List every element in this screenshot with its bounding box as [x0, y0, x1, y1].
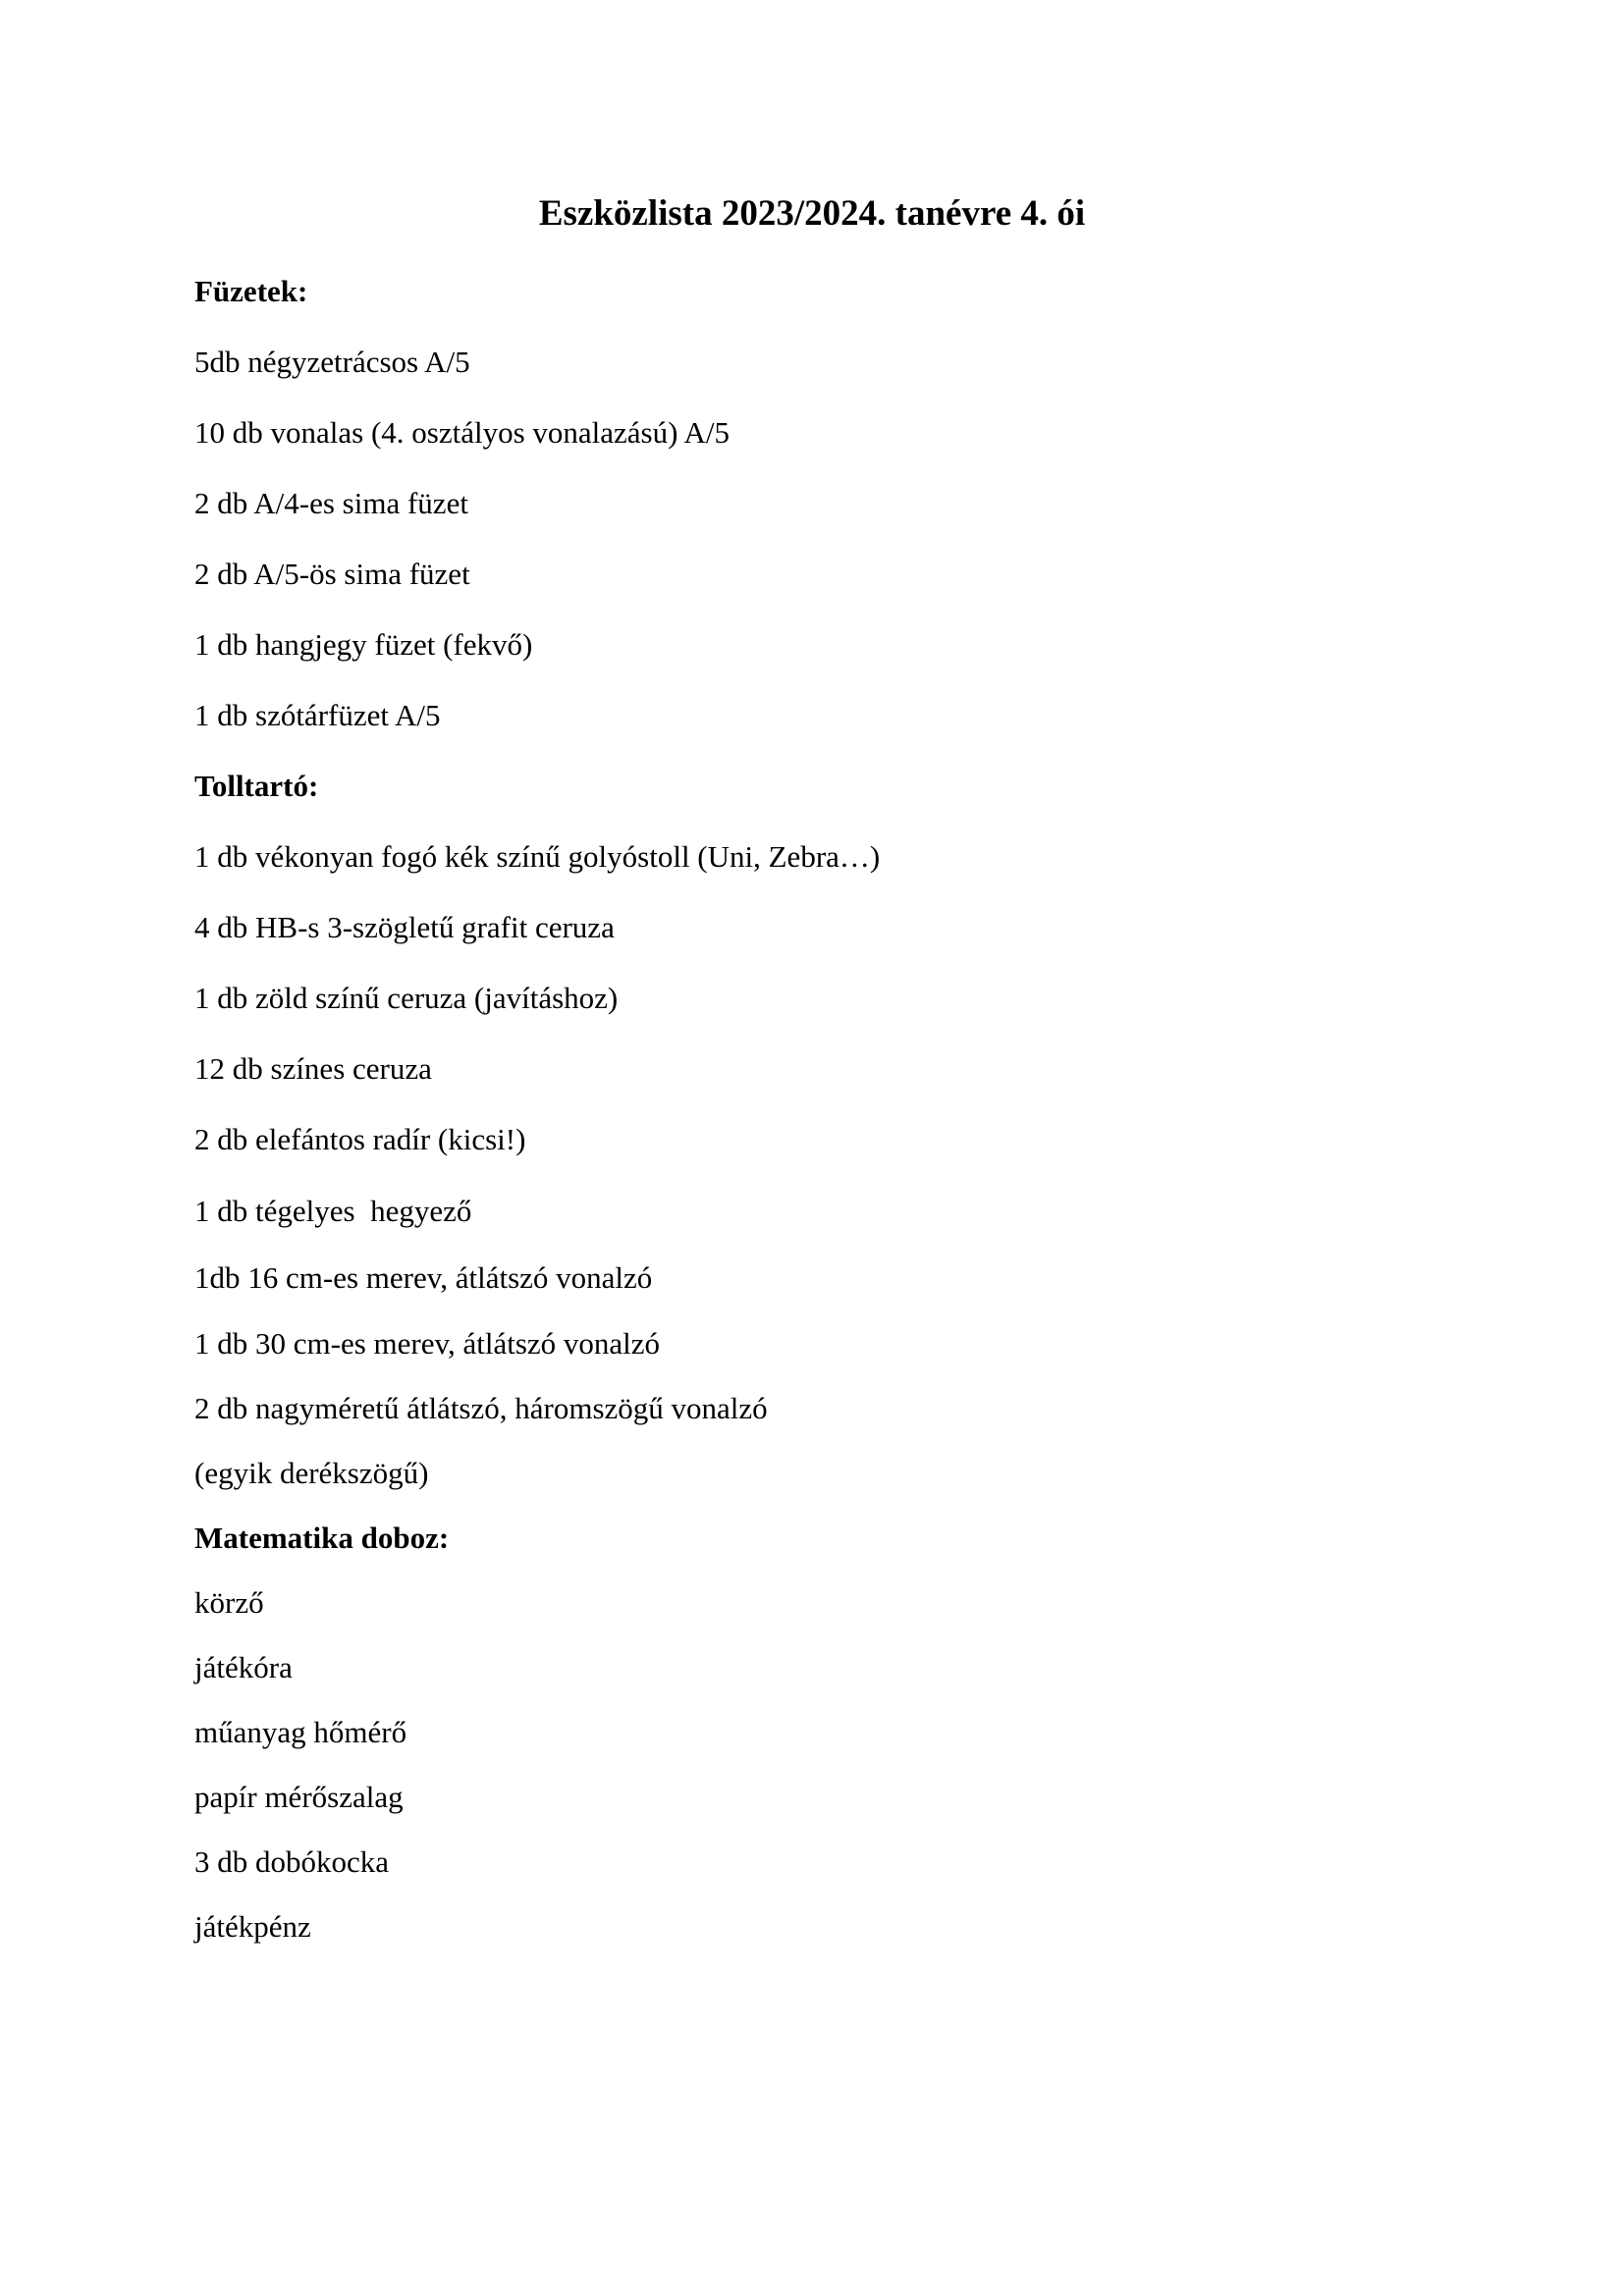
section-heading-matematika-doboz: Matematika doboz: — [194, 1521, 450, 1555]
list-item: 1 db zöld színű ceruza (javításhoz) — [194, 981, 619, 1015]
list-item: 12 db színes ceruza — [194, 1051, 432, 1086]
list-item: műanyag hőmérő — [194, 1715, 407, 1749]
list-item: játékóra — [194, 1650, 293, 1684]
list-item: 3 db dobókocka — [194, 1844, 390, 1879]
list-item: 1 db vékonyan fogó kék színű golyóstoll (Uni, Zebra…) — [194, 839, 881, 874]
list-item: 10 db vonalas (4. osztályos vonalazású) A/5 — [194, 415, 730, 450]
list-item: 2 db elefántos radír (kicsi!) — [194, 1122, 526, 1156]
list-item: 2 db A/4-es sima füzet — [194, 486, 468, 520]
list-item: körző — [194, 1585, 264, 1620]
list-item: 1 db 30 cm-es merev, átlátszó vonalzó — [194, 1326, 661, 1361]
list-item: (egyik derékszögű) — [194, 1456, 429, 1490]
section-heading-tolltarto: Tolltartó: — [194, 769, 319, 803]
list-item: 5db négyzetrácsos A/5 — [194, 345, 470, 379]
list-item: játékpénz — [194, 1909, 311, 1944]
list-item: 1 db szótárfüzet A/5 — [194, 698, 441, 732]
document-title: Eszközlista 2023/2024. tanévre 4. ói — [538, 193, 1086, 234]
list-item: 4 db HB-s 3-szögletű grafit ceruza — [194, 910, 615, 944]
list-item: 1 db tégelyes hegyező — [194, 1194, 472, 1228]
list-item: 2 db nagyméretű átlátszó, háromszögű vonalzó — [194, 1391, 768, 1425]
list-item: 1 db hangjegy füzet (fekvő) — [194, 627, 533, 662]
list-item: papír mérőszalag — [194, 1780, 404, 1814]
list-item: 1db 16 cm-es merev, átlátszó vonalzó — [194, 1260, 653, 1295]
list-item: 2 db A/5-ös sima füzet — [194, 557, 470, 591]
section-heading-fuzetek: Füzetek: — [194, 274, 308, 308]
